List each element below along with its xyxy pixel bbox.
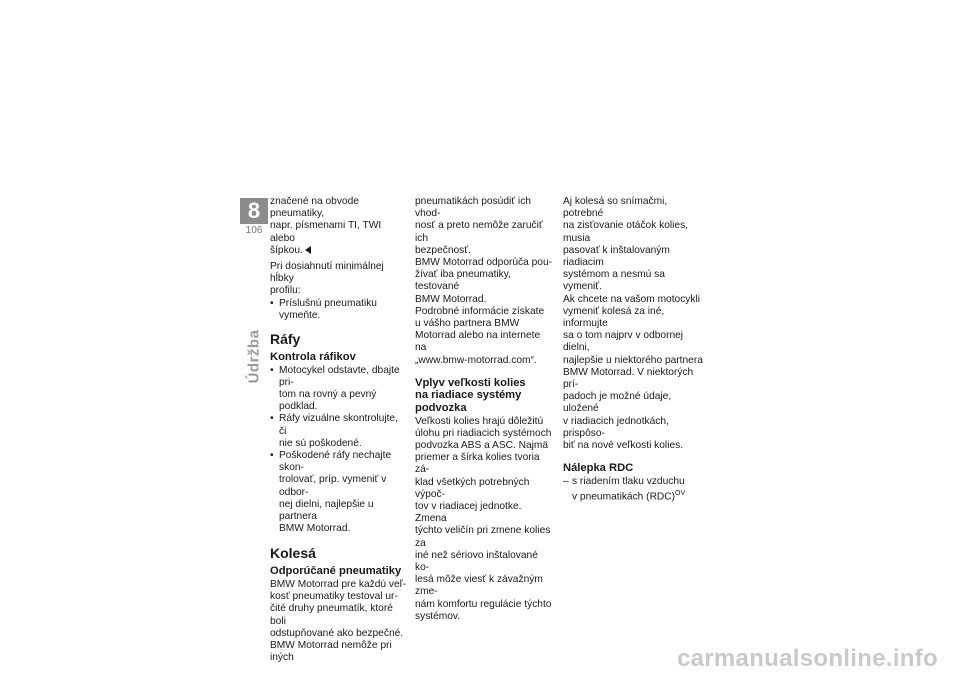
text-column-2	[415, 196, 553, 623]
paragraph: Pri dosiahnutí minimálnej hĺbky profilu:	[270, 261, 384, 297]
watermark: carmanualsonline.info	[676, 645, 938, 672]
paragraph: pneumatikách posúdiť ich vhod- nosť a preto nemôže zaručiť ich bezpečnosť.	[415, 196, 543, 256]
equipment-code: OV	[675, 490, 686, 498]
paragraph: BMW Motorrad odporúča pou- žívať iba pneumatiky, testované BMW Motorrad.	[415, 257, 553, 305]
dash-list	[563, 476, 703, 504]
list-item: • Motocykel odstavte, dbajte pri- tom na rovný a pevný podklad.	[270, 365, 408, 414]
text-column-3	[563, 196, 703, 504]
bullet-list	[270, 298, 408, 322]
paragraph: Aj kolesá so snímačmi, potrebné na zisťovanie otáčok kolies, musia pasovať k inštalovaným riadiacim systémom a nesmú sa vymeniť.	[563, 196, 689, 293]
section-heading: Ráfy	[270, 331, 301, 348]
subsection-heading: Odporúčané pneumatiky	[270, 565, 402, 578]
chapter-number-badge: 8	[240, 198, 268, 224]
paragraph: Veľkosti kolies hrajú dôležitú úlohu pri riadiacich systémoch podvozka ABS a ASC. Najmä priemer a šírka kolies tvoria zá- klad všetkých potrebných výpoč- tov v riadiacej jednotke. Zmena týchto veličín pri zmene kolies za iné než sériovo inštalované ko- lesá môže viesť k závažným zme- nám komfortu regulácie týchto systémov.	[415, 415, 552, 622]
bullet-list	[270, 365, 408, 536]
section-heading: Kolesá	[270, 545, 316, 562]
list-item: – s riadením tlaku vzduchu v pneumatikách (RDC)$^{OV}$	[563, 476, 703, 504]
paragraph: Ak chcete na vašom motocykli vymeniť kolesá za iné, informujte sa o tom najprv v odbornej dielni, najlepšie u niektorého partnera BMW Motorrad. V niektorých prí- padoch je možné údaje, uložené v riadiacich jednotkách, prispôso- biť na nové veľkosti kolies.	[563, 293, 703, 452]
subsection-heading: Nálepka RDC	[563, 462, 634, 475]
paragraph: Podrobné informácie získate u vášho partnera BMW Motorrad alebo na internete na „www.bmw-motorrad.com“.	[415, 305, 545, 366]
list-item: • Poškodené ráfy nechajte skon- trolovať, príp. vymeniť v odbor- nej dielni, najlepšie u partnera BMW Motorrad.	[270, 450, 408, 535]
subsection-heading: Vplyv veľkosti kolies na riadiace systémy podvozka	[415, 376, 526, 415]
paragraph: značené na obvode pneumatiky, napr. písmenami TI, TWI alebo šípkou.	[270, 196, 382, 256]
paragraph: BMW Motorrad pre každú veľ- kosť pneumatiky testoval ur- čité druhy pneumatík, ktoré boli odstupňované ako bezpečné. BMW Motorrad nemôže pri iných	[270, 579, 407, 664]
subsection-heading: Kontrola ráfikov	[270, 351, 356, 364]
chapter-side-title	[246, 326, 262, 386]
chapter-side-title-text: Údržba	[245, 329, 263, 383]
list-item: • Príslušnú pneumatiku vymeňte.	[270, 298, 408, 322]
text-column-1	[270, 196, 408, 664]
list-item: • Ráfy vizuálne skontrolujte, či nie sú poškodené.	[270, 413, 408, 450]
page-number: 106	[245, 225, 263, 236]
end-of-section-icon	[305, 246, 311, 254]
